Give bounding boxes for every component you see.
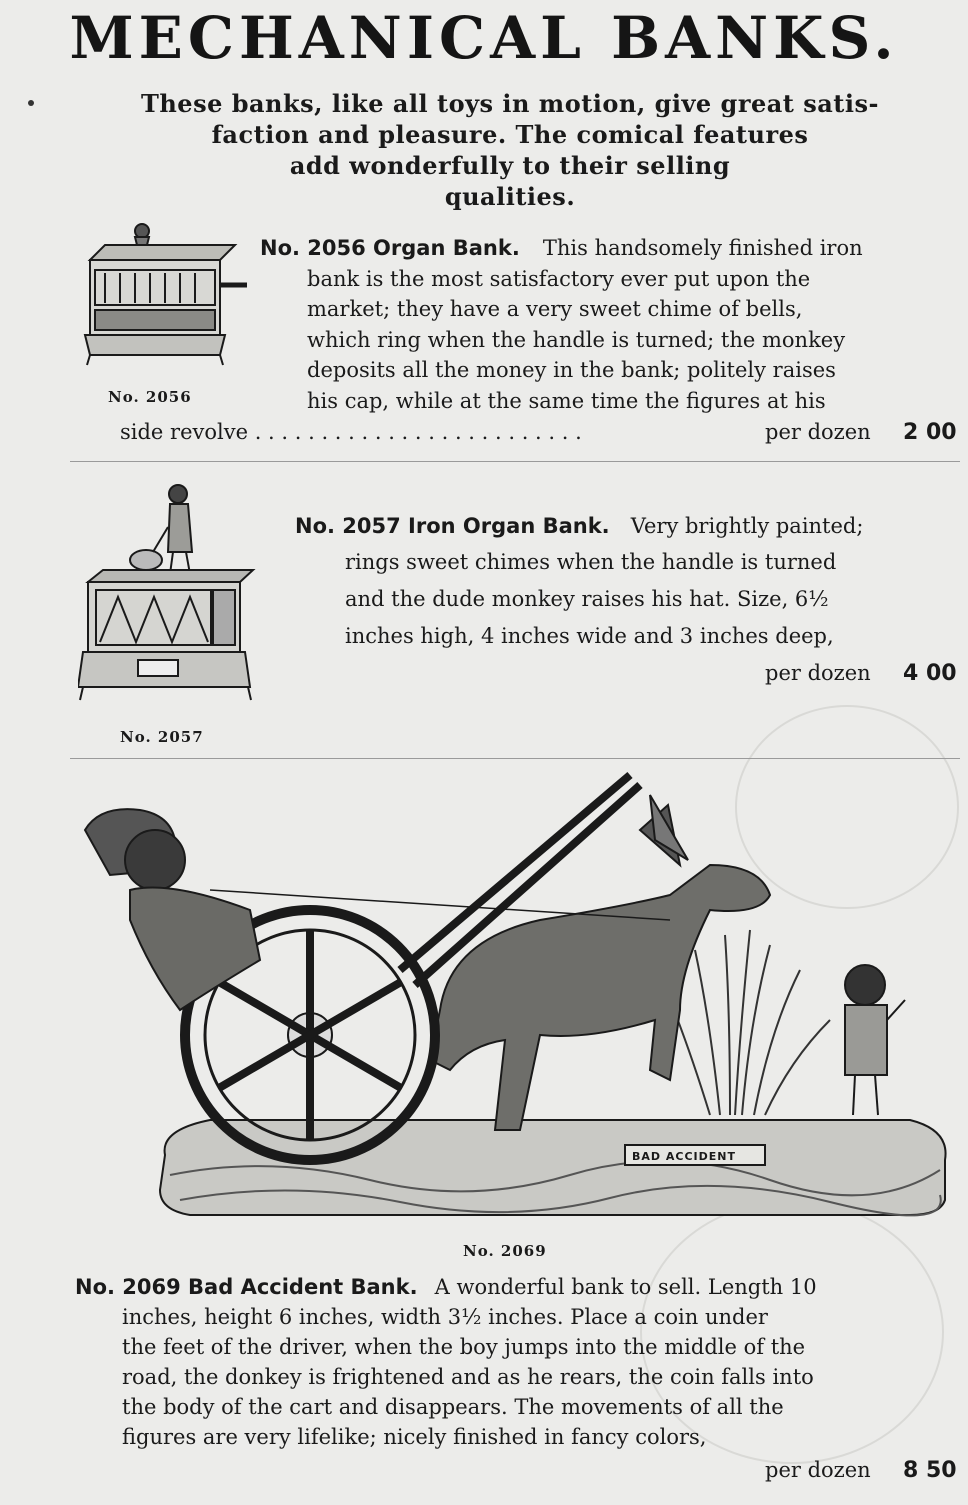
item-2056-first-line <box>260 236 863 260</box>
item-2056-description-line: which ring when the handle is turned; the monkey <box>307 328 846 352</box>
illustration-caption: No. 2069 <box>463 1242 547 1260</box>
item-2069-description-line: inches, height 6 inches, width 3½ inches. Place a coin under <box>122 1305 768 1329</box>
bullet-dot <box>28 100 34 106</box>
item-2057-heading: No. 2057 Iron Organ Bank. <box>295 514 610 538</box>
item-2069-description-line: the feet of the driver, when the boy jumps into the middle of the <box>122 1335 806 1359</box>
item-2069-heading: No. 2069 Bad Accident Bank. <box>75 1275 418 1299</box>
organ-bank-2057-illustration <box>78 482 263 712</box>
base-label: BAD ACCIDENT <box>632 1150 736 1163</box>
item-2057-first-line <box>295 514 863 538</box>
item-2056-price: 2 00 <box>903 420 957 445</box>
intro-line: qualities. <box>444 182 576 211</box>
item-2069-description-line: the body of the cart and disappears. The movements of all the <box>122 1395 784 1419</box>
item-2056-description-line: his cap, while at the same time the figures at his <box>307 389 826 413</box>
page-title: MECHANICAL BANKS. <box>69 4 899 72</box>
item-2057-description-line: and the dude monkey raises his hat. Size, 6½ <box>345 587 829 611</box>
item-2056-price-leader: side revolve . . . . . . . . . . . . . . . . . . . . . . . . . <box>120 420 582 444</box>
item-2069-description-line: A wonderful bank to sell. Length 10 <box>434 1275 817 1299</box>
item-2056-description-line: market; they have a very sweet chime of bells, <box>307 297 803 321</box>
organ-bank-2056-illustration <box>75 215 255 380</box>
bad-accident-bank-illustration <box>70 770 955 1235</box>
item-2069-price-label: per dozen <box>765 1458 871 1482</box>
illustration-caption: No. 2056 <box>108 388 192 406</box>
item-2056-description-line: This handsomely finished iron <box>542 236 863 260</box>
item-2069-description-line: road, the donkey is frightened and as he rears, the coin falls into <box>122 1365 814 1389</box>
item-2056-description-line: bank is the most satisfactory ever put upon the <box>307 267 811 291</box>
item-2056-heading: No. 2056 Organ Bank. <box>260 236 520 260</box>
intro-paragraph <box>70 88 950 212</box>
section-divider <box>70 758 960 759</box>
illustration-caption: No. 2057 <box>120 728 204 746</box>
item-2056-price-label: per dozen <box>765 420 871 444</box>
item-2057-description-line: inches high, 4 inches wide and 3 inches deep, <box>345 624 834 648</box>
intro-line: add wonderfully to their selling <box>289 151 731 180</box>
intro-line: faction and pleasure. The comical features <box>211 120 809 149</box>
item-2057-price-label: per dozen <box>765 661 871 685</box>
item-2069-description-line: figures are very lifelike; nicely finished in fancy colors, <box>122 1425 707 1449</box>
item-2069-first-line <box>75 1275 817 1299</box>
section-divider <box>70 461 960 462</box>
item-2057-description-line: Very brightly painted; <box>630 514 864 538</box>
intro-line: These banks, like all toys in motion, give great satis- <box>141 89 879 118</box>
item-2069-price: 8 50 <box>903 1458 957 1483</box>
item-2057-description-line: rings sweet chimes when the handle is turned <box>345 550 837 574</box>
item-2056-description-line: deposits all the money in the bank; politely raises <box>307 358 836 382</box>
item-2057-price: 4 00 <box>903 661 957 686</box>
